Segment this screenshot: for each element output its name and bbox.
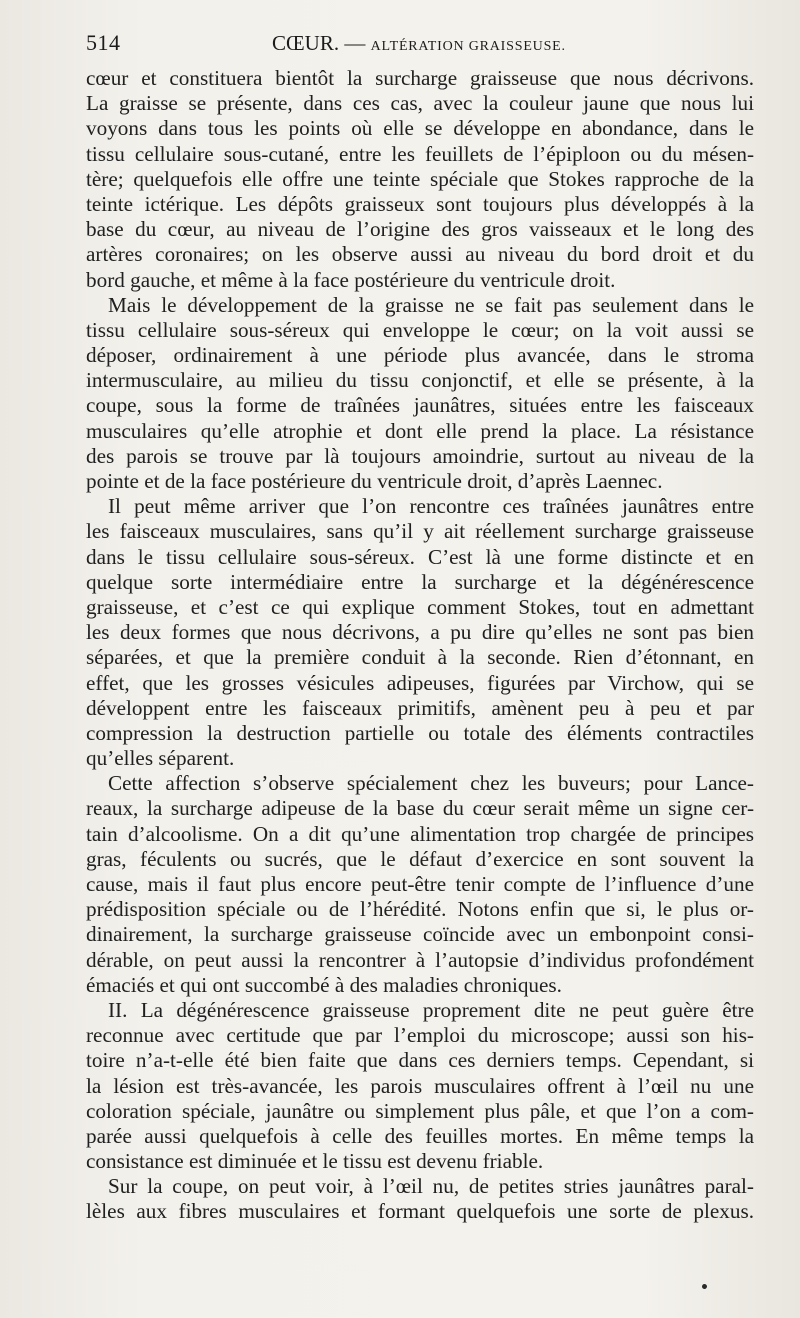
- text-line: tère; quelquefois elle offre une teinte spéciale que Stokes rapproche de la: [86, 166, 754, 191]
- header-separator: —: [344, 31, 366, 55]
- section-title: ALTÉRATION GRAISSEUSE.: [370, 39, 566, 54]
- text-line: teinte ictérique. Les dépôts graisseux sont toujours plus développés à la: [86, 191, 754, 216]
- text-line: Cette affection s’observe spécialement chez les buveurs; pour Lance-: [108, 771, 754, 796]
- text-line: compression la destruction partielle ou totale des éléments contractiles: [86, 720, 754, 745]
- text-line: base du cœur, au niveau de l’origine des gros vaisseaux et le long des: [86, 217, 754, 242]
- text-line: consistance est diminuée et le tissu est devenu friable.: [86, 1149, 544, 1174]
- text-line: gras, féculents ou sucrés, que le défaut d’exercice en sont souvent la: [86, 846, 754, 871]
- text-line: cause, mais il faut plus encore peut-être tenir compte de l’influence d’une: [86, 872, 754, 896]
- page-header: [86, 30, 752, 60]
- text-line: dinairement, la surcharge graisseuse coïncide avec un embonpoint consi-: [86, 922, 754, 947]
- running-head: [272, 31, 566, 56]
- text-line: effet, que les grosses vésicules adipeuses, figurées par Virchow, qui se: [86, 670, 754, 695]
- text-line: graisseuse, et c’est ce qui explique comment Stokes, tout en admettant: [86, 594, 754, 619]
- text-line: La graisse se présente, dans ces cas, avec la couleur jaune que nous lui: [86, 91, 754, 116]
- text-line: Sur la coupe, on peut voir, à l’œil nu, de petites stries jaunâtres paral-: [108, 1174, 754, 1199]
- text-line: Il peut même arriver que l’on rencontre ces traînées jaunâtres entre: [108, 494, 754, 519]
- text-line: coloration spéciale, jaunâtre ou simplement plus pâle, et que l’on a com-: [86, 1098, 754, 1123]
- text-line: séparées, et que la première conduit à la seconde. Rien d’étonnant, en: [86, 645, 754, 670]
- text-line: voyons dans tous les points où elle se développe en abondance, dans le: [86, 116, 754, 141]
- text-line: les faisceaux musculaires, sans qu’il y ait réellement surcharge graisseuse: [86, 519, 754, 544]
- text-line: toire n’a-t-elle été bien faite que dans ces derniers temps. Cependant, si: [86, 1048, 754, 1073]
- text-line: qu’elles séparent.: [86, 746, 235, 771]
- text-line: artères coronaires; on les observe aussi au niveau du bord droit et du: [86, 242, 754, 267]
- text-line: prédisposition spéciale ou de l’hérédité. Notons enfin que si, le plus or-: [86, 897, 754, 922]
- text-line: émaciés et qui ont succombé à des maladies chroniques.: [86, 972, 562, 997]
- body-text: [86, 66, 754, 1225]
- text-line: déposer, ordinairement à une période plus avancée, dans le stroma: [86, 343, 754, 368]
- text-line: coupe, sous la forme de traînées jaunâtres, situées entre les faisceaux: [86, 393, 754, 418]
- text-line: la lésion est très-avancée, les parois musculaires offrent à l’œil nu une: [86, 1073, 754, 1098]
- chapter-title: CŒUR.: [272, 31, 340, 55]
- text-line: bord gauche, et même à la face postérieure du ventricule droit.: [86, 267, 616, 292]
- text-line: cœur et constituera bientôt la surcharge graisseuse que nous décrivons.: [86, 66, 754, 90]
- text-line: des parois se trouve par là toujours amoindrie, surtout au niveau de la: [86, 443, 754, 468]
- text-line: tissu cellulaire sous-cutané, entre les feuillets de l’épiploon ou du mésen-: [86, 141, 754, 166]
- text-line: dans le tissu cellulaire sous-séreux. C’est là une forme distincte et en: [86, 544, 754, 569]
- text-line: musculaires qu’elle atrophie et dont elle prend la place. La résistance: [86, 418, 754, 443]
- page-number: 514: [86, 30, 121, 55]
- ink-speck: [701, 1283, 708, 1290]
- text-line: Mais le développement de la graisse ne se fait pas seulement dans le: [108, 292, 754, 317]
- text-line: pointe et de la face postérieure du ventricule droit, d’après Laennec.: [86, 469, 663, 493]
- text-line: reconnue avec certitude que par l’emploi du microscope; aussi son his-: [86, 1023, 754, 1048]
- text-line: tain d’alcoolisme. On a dit qu’une alimentation trop chargée de principes: [86, 821, 754, 846]
- text-line: les deux formes que nous décrivons, a pu dire qu’elles ne sont pas bien: [86, 620, 754, 645]
- text-line: tissu cellulaire sous-séreux qui enveloppe le cœur; on la voit aussi se: [86, 317, 754, 342]
- text-line: quelque sorte intermédiaire entre la surcharge et la dégénérescence: [86, 569, 754, 594]
- text-line: dérable, on peut aussi la rencontrer à l’autopsie d’individus profondément: [86, 947, 754, 972]
- text-line: parée aussi quelquefois à celle des feuilles mortes. En même temps la: [86, 1123, 754, 1148]
- text-line: lèles aux fibres musculaires et formant quelquefois une sorte de plexus.: [86, 1199, 754, 1224]
- text-line: développent entre les faisceaux primitifs, amènent peu à peu et par: [86, 695, 754, 720]
- text-line: intermusculaire, au milieu du tissu conjonctif, et elle se présente, à la: [86, 368, 754, 393]
- text-line: reaux, la surcharge adipeuse de la base du cœur serait même un signe cer-: [86, 796, 754, 821]
- text-line: II. La dégénérescence graisseuse proprement dite ne peut guère être: [108, 997, 754, 1022]
